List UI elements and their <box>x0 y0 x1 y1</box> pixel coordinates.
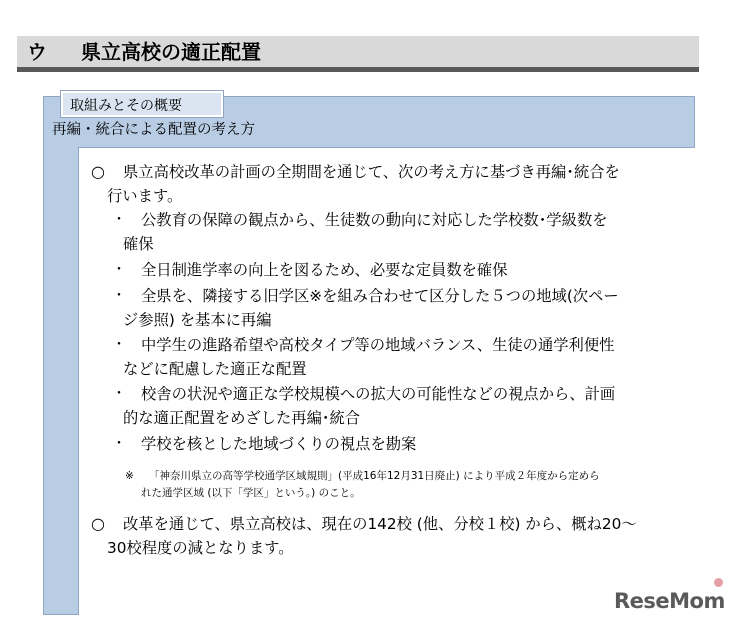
subheading: 再編・統合による配置の考え方 <box>52 122 255 138</box>
note-marker: ※ <box>125 470 134 482</box>
section-header <box>17 36 699 72</box>
bullet-line: 全県を、隣接する旧学区※を組み合わせて区分した５つの地域(次ペー <box>141 287 619 305</box>
bullet-line: などに配慮した適正な配置 <box>123 360 307 378</box>
section-number: ウ <box>27 40 47 64</box>
para1-line1: 県立高校改革の計画の全期間を通じて、次の考え方に基づき再編･統合を <box>123 163 620 181</box>
circle-marker: ○ <box>91 162 105 181</box>
bullet-line: 確保 <box>123 235 154 253</box>
note-line: れた通学区域 (以下「学区」という。) のこと。 <box>141 487 361 499</box>
bullet-line: 全日制進学率の向上を図るため、必要な定員数を確保 <box>141 261 508 279</box>
section-title: 県立高校の適正配置 <box>81 40 261 64</box>
resemom-logo: ReseMom <box>614 589 725 613</box>
para1-line2: 行います。 <box>107 187 183 205</box>
bullet-line: 公教育の保障の観点から、生徒数の動向に対応した学校数･学級数を <box>141 211 608 229</box>
bullet-marker: ・ <box>112 436 126 452</box>
circle-marker: ○ <box>91 514 105 533</box>
note-line: 「神奈川県立の高等学校通学区域規則」(平成16年12月31日廃止) により平成２年度から定めら <box>149 470 600 482</box>
content-box <box>78 147 695 615</box>
bullet-marker: ・ <box>112 262 126 278</box>
bullet-line: 中学生の進路希望や高校タイプ等の地域バランス、生徒の通学利便性 <box>141 336 615 354</box>
para2-line2: 30校程度の減となります。 <box>107 539 294 557</box>
bullet-marker: ・ <box>112 386 126 402</box>
bullet-line: 的な適正配置をめざした再編･統合 <box>123 409 361 427</box>
bullet-marker: ・ <box>112 288 126 304</box>
bullet-marker: ・ <box>112 212 126 228</box>
para2-line1: 改革を通じて、県立高校は、現在の142校 (他、分校１校) から、概ね20～ <box>123 515 637 533</box>
logo-dot-icon <box>714 578 723 587</box>
bullet-line: 学校を核とした地域づくりの視点を勘案 <box>141 435 417 453</box>
bullet-line: 校舎の状況や適正な学校規模への拡大の可能性などの視点から、計画 <box>141 385 616 403</box>
bullet-line: ジ参照) を基本に再編 <box>123 311 272 329</box>
overview-tab: 取組みとその概要 <box>61 91 223 117</box>
bullet-marker: ・ <box>112 337 126 353</box>
